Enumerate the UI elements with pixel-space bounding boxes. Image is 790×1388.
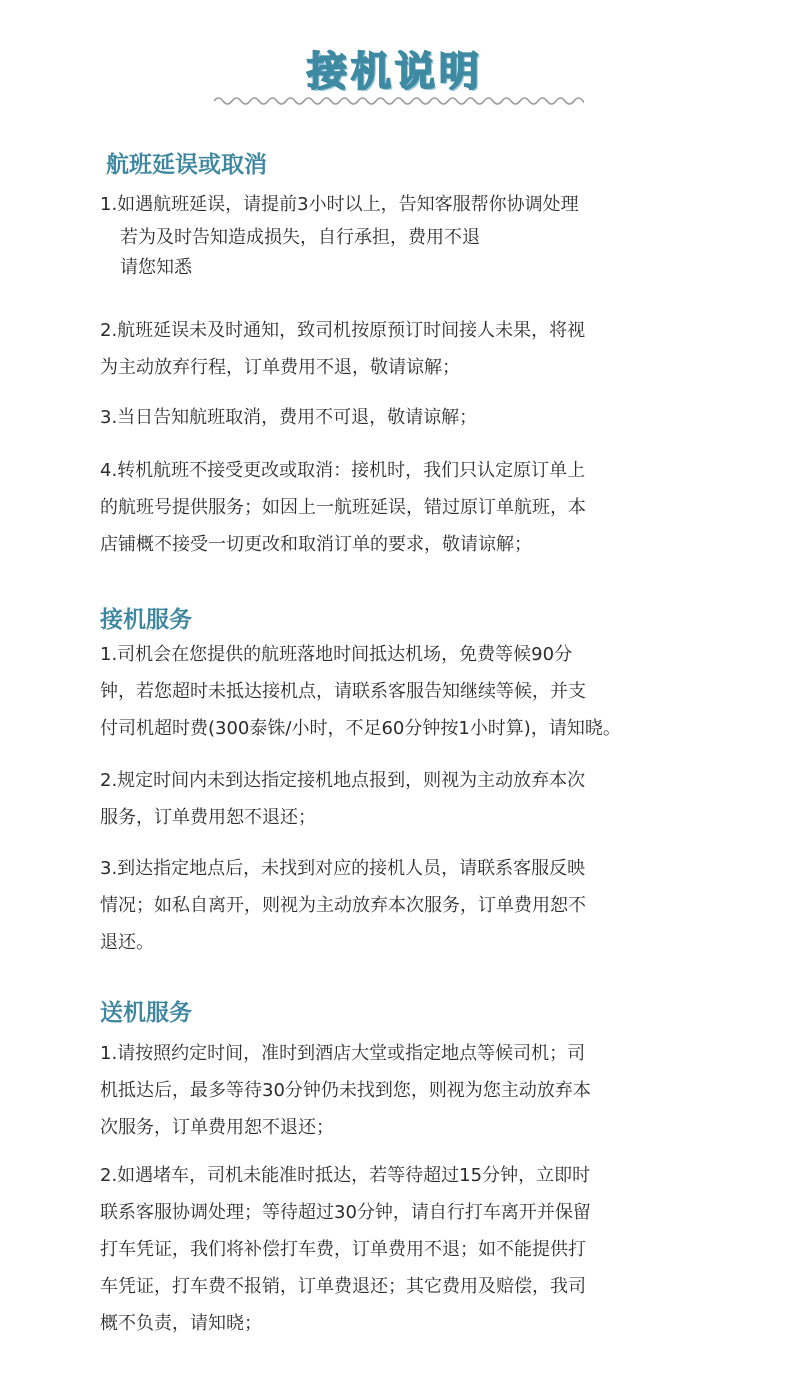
text-line: 情况；如私自离开，则视为主动放弃本次服务，订单费用恕不 — [100, 895, 586, 916]
section-heading: 航班延误或取消 — [106, 152, 267, 178]
delay-item-4 — [100, 452, 700, 563]
text-line: 服务，订单费用恕不退还； — [100, 807, 316, 828]
section-heading: 送机服务 — [100, 1000, 192, 1026]
wave-divider — [214, 94, 584, 108]
section-pickup — [100, 603, 700, 637]
dropoff-item-1 — [100, 1035, 700, 1146]
delay-item-1 — [100, 186, 700, 283]
text-line: 车凭证，打车费不报销，订单费退还；其它费用及赔偿，我司 — [100, 1276, 586, 1297]
section-dropoff — [100, 996, 700, 1030]
text-line: 1.司机会在您提供的航班落地时间抵达机场，免费等候90分 — [100, 644, 573, 665]
text-line: 打车凭证，我们将补偿打车费，订单费用不退；如不能提供打 — [100, 1239, 586, 1260]
text-line: 的航班号提供服务；如因上一航班延误，错过原订单航班，本 — [100, 497, 586, 518]
text-line: 4.转机航班不接受更改或取消：接机时，我们只认定原订单上 — [100, 460, 586, 481]
text-line: 若为及时告知造成损失，自行承担，费用不退 — [120, 227, 480, 248]
dropoff-item-2 — [100, 1157, 700, 1342]
pickup-item-3 — [100, 850, 700, 961]
delay-item-3 — [100, 399, 700, 436]
text-line: 退还。 — [100, 932, 154, 953]
pickup-item-1 — [100, 636, 700, 747]
text-line: 店铺概不接受一切更改和取消订单的要求，敬请谅解； — [100, 534, 532, 555]
pickup-item-2 — [100, 762, 700, 836]
section-flight-delay — [106, 148, 706, 182]
page-title: 接机说明 — [307, 49, 483, 95]
text-line: 2.规定时间内未到达指定接机地点报到，则视为主动放弃本次 — [100, 770, 586, 791]
text-line: 1.如遇航班延误，请提前3小时以上，告知客服帮你协调处理 — [100, 194, 579, 215]
text-line: 联系客服协调处理；等待超过30分钟，请自行打车离开并保留 — [100, 1202, 591, 1223]
text-line: 钟，若您超时未抵达接机点，请联系客服告知继续等候，并支 — [100, 681, 586, 702]
text-line: 3.当日告知航班取消，费用不可退，敬请谅解； — [100, 407, 478, 428]
section-heading: 接机服务 — [100, 607, 192, 633]
text-line: 2.如遇堵车，司机未能准时抵达，若等待超过15分钟，立即时 — [100, 1165, 591, 1186]
text-line: 请您知悉 — [120, 257, 192, 278]
text-line: 2.航班延误未及时通知，致司机按原预订时间接人未果，将视 — [100, 320, 586, 341]
text-line: 付司机超时费(300泰铢/小时，不足60分钟按1小时算)，请知晓。 — [100, 718, 621, 739]
text-line: 3.到达指定地点后，未找到对应的接机人员，请联系客服反映 — [100, 858, 586, 879]
text-line: 1.请按照约定时间，准时到酒店大堂或指定地点等候司机；司 — [100, 1043, 586, 1064]
text-line: 机抵达后，最多等待30分钟仍未找到您，则视为您主动放弃本 — [100, 1080, 591, 1101]
text-line: 次服务，订单费用恕不退还； — [100, 1117, 334, 1138]
delay-item-2 — [100, 312, 700, 386]
text-line: 为主动放弃行程，订单费用不退，敬请谅解； — [100, 357, 460, 378]
text-line: 概不负责，请知晓； — [100, 1313, 262, 1334]
